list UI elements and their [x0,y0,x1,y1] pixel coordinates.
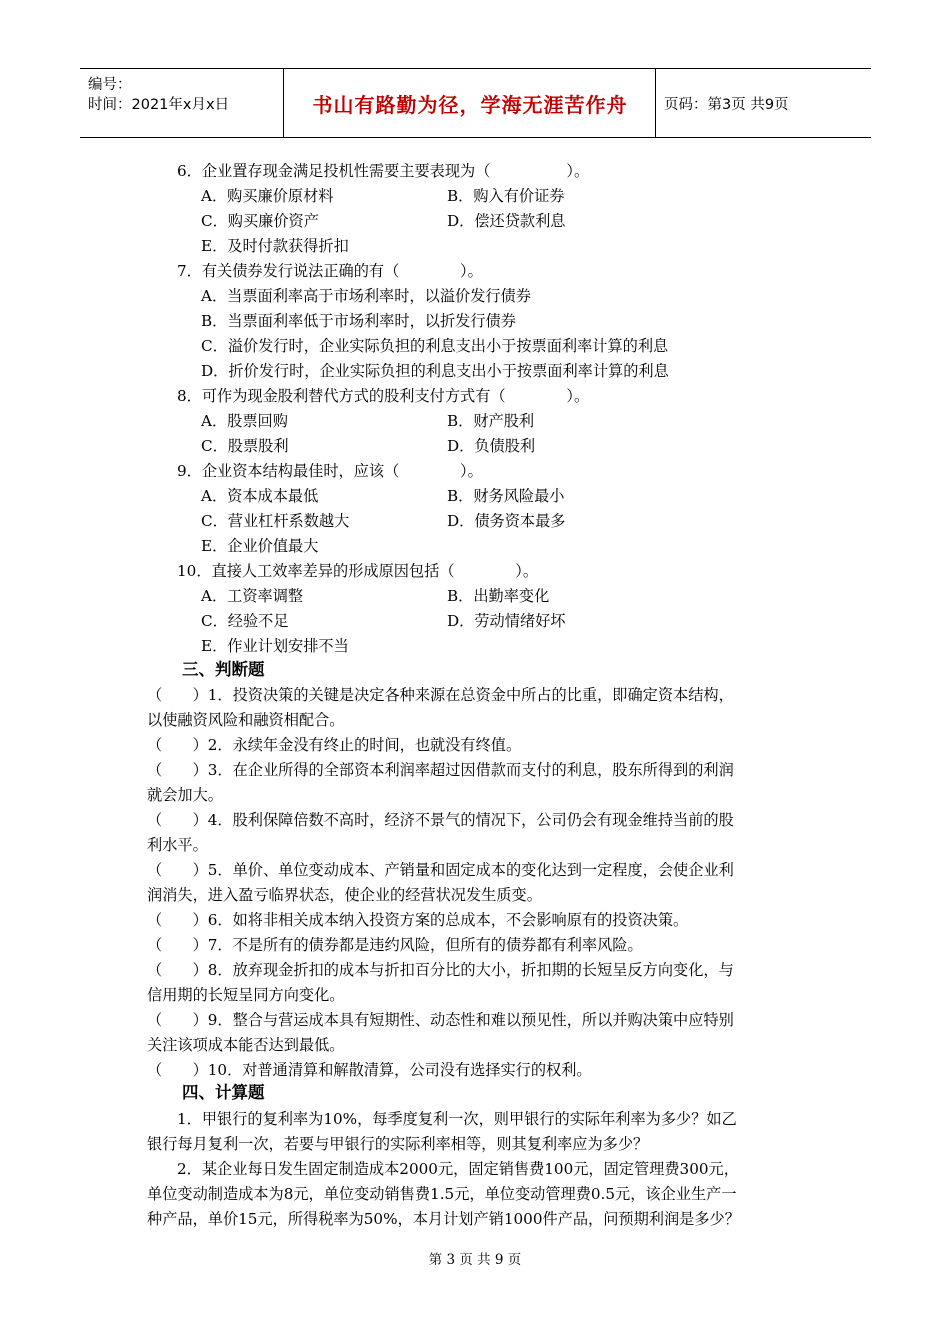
question-8-option-c: C．股票股利 [201,437,289,455]
question-9-option-e: E．企业价值最大 [201,537,319,555]
header-time: 时间：2021年x月x日 [88,97,230,113]
question-9-option-b: B．财务风险最小 [447,487,565,505]
header-number: 编号： [88,77,132,93]
calc-item-1-line-1: 1．甲银行的复利率为10%，每季度复利一次，则甲银行的实际年利率为多少？如乙 [177,1110,737,1128]
tf-item-1-line-1: （ ）1．投资决策的关键是决定各种来源在总资金中所占的比重，即确定资本结构， [147,686,734,704]
question-9-option-d: D．债务资本最多 [447,512,566,530]
tf-item-5-line-2: 润消失，进入盈亏临界状态，使企业的经营状况发生质变。 [147,886,542,904]
page-footer: 第 3 页 共 9 页 [428,1252,522,1268]
tf-item-7-line-1: （ ）7．不是所有的债券都是违约风险，但所有的债券都有利率风险。 [147,936,643,954]
header-meta [88,75,229,115]
question-7-option-d: D．折价发行时，企业实际负担的利息支出小于按票面利率计算的利息 [201,362,669,380]
calc-item-2-line-2: 单位变动制造成本为8元，单位变动销售费1.5元，单位变动管理费0.5元，该企业生产一 [147,1185,737,1203]
question-10-stem: 10．直接人工效率差异的形成原因包括（ ）。 [177,562,539,580]
section-true-false-title: 三、判断题 [182,660,265,679]
tf-item-8-line-2: 信用期的长短呈同方向变化。 [147,986,345,1004]
question-10-option-c: C．经验不足 [201,612,289,630]
question-8-option-b: B．财产股利 [447,412,535,430]
header-motto: 书山有路勤为径，学海无涯苦作舟 [312,93,628,117]
question-6-option-d: D．偿还贷款利息 [447,212,566,230]
question-8-stem: 8．可作为现金股利替代方式的股利支付方式有（ ）。 [177,387,590,405]
question-9-option-c: C．营业杠杆系数越大 [201,512,350,530]
question-7-option-b: B．当票面利率低于市场利率时，以折发行债券 [201,312,516,330]
tf-item-9-line-1: （ ）9．整合与营运成本具有短期性、动态性和难以预见性，所以并购决策中应特别 [147,1011,734,1029]
question-6-stem: 6．企业置存现金满足投机性需要主要表现为（ ）。 [177,162,590,180]
question-6-option-b: B．购入有价证券 [447,187,565,205]
question-10-option-b: B．出勤率变化 [447,587,550,605]
tf-item-3-line-1: （ ）3．在企业所得的全部资本利润率超过因借款而支付的利息，股东所得到的利润 [147,761,734,779]
tf-item-9-line-2: 关注该项成本能否达到最低。 [147,1036,345,1054]
tf-item-3-line-2: 就会加大。 [147,786,223,804]
section-calculation-title: 四、计算题 [182,1083,265,1102]
calc-item-2-line-3: 种产品，单价15元，所得税率为50%，本月计划产销1000件产品，问预期利润是多少？ [147,1210,740,1228]
question-7-stem: 7．有关债券发行说法正确的有（ ）。 [177,262,483,280]
question-8-option-d: D．负债股利 [447,437,536,455]
tf-item-4-line-1: （ ）4．股利保障倍数不高时，经济不景气的情况下，公司仍会有现金维持当前的股 [147,811,734,829]
question-7-option-a: A．当票面利率高于市场利率时，以溢价发行债券 [201,287,531,305]
question-9-option-a: A．资本成本最低 [201,487,319,505]
header-page-number: 页码：第3页 共9页 [664,97,789,113]
question-9-stem: 9．企业资本结构最佳时，应该（ ）。 [177,462,483,480]
question-6-option-e: E．及时付款获得折扣 [201,237,349,255]
tf-item-5-line-1: （ ）5．单价、单位变动成本、产销量和固定成本的变化达到一定程度，会使企业利 [147,861,734,879]
calc-item-1-line-2: 银行每月复利一次，若要与甲银行的实际利率相等，则其复利率应为多少？ [147,1135,649,1153]
tf-item-4-line-2: 利水平。 [147,836,208,854]
question-7-option-c: C．溢价发行时，企业实际负担的利息支出小于按票面利率计算的利息 [201,337,669,355]
calc-item-2-line-1: 2．某企业每日发生固定制造成本2000元，固定销售费100元，固定管理费300元， [177,1160,739,1178]
question-10-option-d: D．劳动情绪好坏 [447,612,566,630]
question-10-option-a: A．工资率调整 [201,587,304,605]
tf-item-1-line-2: 以使融资风险和融资相配合。 [147,711,345,729]
tf-item-2-line-1: （ ）2．永续年金没有终止的时间，也就没有终值。 [147,736,522,754]
question-8-option-a: A．股票回购 [201,412,288,430]
question-10-option-e: E．作业计划安排不当 [201,637,349,655]
page-header [80,68,871,138]
question-6-option-c: C．购买廉价资产 [201,212,319,230]
question-6-option-a: A．购买廉价原材料 [201,187,334,205]
tf-item-8-line-1: （ ）8．放弃现金折扣的成本与折扣百分比的大小，折扣期的长短呈反方向变化，与 [147,961,734,979]
tf-item-6-line-1: （ ）6．如将非相关成本纳入投资方案的总成本，不会影响原有的投资决策。 [147,911,689,929]
tf-item-10-line-1: （ ）10．对普通清算和解散清算，公司没有选择实行的权利。 [147,1061,592,1079]
